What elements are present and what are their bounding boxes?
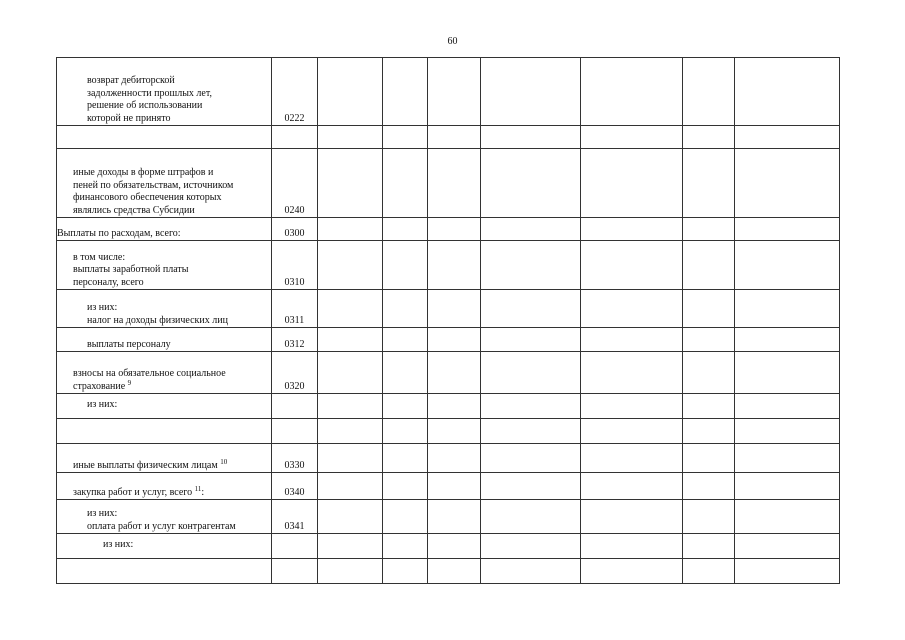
value-cell <box>683 241 735 290</box>
value-cell <box>318 328 383 352</box>
row-code: 0300 <box>272 218 318 241</box>
value-cell <box>581 473 683 500</box>
value-cell <box>683 58 735 126</box>
value-cell <box>481 394 581 419</box>
row-code <box>272 534 318 559</box>
value-cell <box>383 444 428 473</box>
row-label-line <box>73 457 271 473</box>
value-cell <box>581 328 683 352</box>
row-code <box>272 394 318 419</box>
value-cell <box>428 241 481 290</box>
row-label-line: из них: <box>103 539 134 550</box>
row-code: 0222 <box>272 58 318 126</box>
value-cell <box>383 290 428 328</box>
value-cell <box>383 126 428 149</box>
row-label-line: из них: <box>87 399 118 410</box>
value-cell <box>581 126 683 149</box>
row-code: 0240 <box>272 149 318 218</box>
value-cell <box>581 534 683 559</box>
row-label <box>57 394 272 419</box>
table-row <box>57 352 840 394</box>
row-label-suffix: : <box>201 486 205 498</box>
value-cell <box>318 149 383 218</box>
value-cell <box>683 419 735 444</box>
row-code: 0341 <box>272 500 318 534</box>
footnote-ref: 10 <box>220 457 228 466</box>
value-cell <box>683 290 735 328</box>
value-cell <box>735 352 840 394</box>
value-cell <box>481 419 581 444</box>
value-cell <box>481 290 581 328</box>
value-cell <box>318 394 383 419</box>
value-cell <box>383 473 428 500</box>
value-cell <box>683 559 735 584</box>
row-code: 0310 <box>272 241 318 290</box>
row-label-line: из них: <box>87 508 118 519</box>
value-cell <box>735 218 840 241</box>
value-cell <box>428 534 481 559</box>
row-label <box>57 290 272 328</box>
row-label-text: иные выплаты физическим лицам <box>73 459 218 471</box>
row-label-line: выплаты заработной платы <box>73 264 189 275</box>
row-code: 0320 <box>272 352 318 394</box>
value-cell <box>735 394 840 419</box>
value-cell <box>735 126 840 149</box>
table-row <box>57 394 840 419</box>
value-cell <box>481 473 581 500</box>
table-row <box>57 149 840 218</box>
row-label-line: пеней по обязательствам, источником <box>73 179 234 191</box>
value-cell <box>383 534 428 559</box>
value-cell <box>481 352 581 394</box>
row-code: 0330 <box>272 444 318 473</box>
value-cell <box>318 500 383 534</box>
table-row <box>57 444 840 473</box>
report-table <box>56 57 840 584</box>
value-cell <box>481 58 581 126</box>
value-cell <box>581 352 683 394</box>
value-cell <box>481 149 581 218</box>
value-cell <box>481 500 581 534</box>
value-cell <box>481 126 581 149</box>
row-label-line <box>73 484 271 500</box>
value-cell <box>383 241 428 290</box>
row-label-line: выплаты персоналу <box>87 338 171 350</box>
value-cell <box>318 126 383 149</box>
row-code <box>272 126 318 149</box>
row-label-line: которой не принято <box>87 112 171 124</box>
value-cell <box>428 394 481 419</box>
row-label <box>57 500 272 534</box>
row-label-line: взносы на обязательное социальное <box>73 368 226 379</box>
value-cell <box>735 444 840 473</box>
row-code: 0311 <box>272 290 318 328</box>
value-cell <box>383 419 428 444</box>
value-cell <box>683 534 735 559</box>
row-code <box>272 419 318 444</box>
footnote-ref: 11 <box>194 484 202 493</box>
value-cell <box>318 352 383 394</box>
row-label <box>57 218 272 241</box>
value-cell <box>383 394 428 419</box>
row-label <box>57 328 272 352</box>
row-label-line: Выплаты по расходам, всего: <box>57 227 181 239</box>
value-cell <box>318 559 383 584</box>
value-cell <box>581 394 683 419</box>
table-row <box>57 218 840 241</box>
value-cell <box>683 444 735 473</box>
row-label-line: иные доходы в форме штрафов и <box>73 167 214 178</box>
row-label-line: из них: <box>87 302 118 313</box>
value-cell <box>428 444 481 473</box>
row-label <box>57 58 272 126</box>
row-label-line: возврат дебиторской <box>87 75 175 86</box>
value-cell <box>683 500 735 534</box>
value-cell <box>481 559 581 584</box>
value-cell <box>428 149 481 218</box>
value-cell <box>735 290 840 328</box>
value-cell <box>581 149 683 218</box>
row-label-text: страхование <box>73 380 126 392</box>
row-label-text: закупка работ и услуг, всего <box>73 486 193 498</box>
row-label-line <box>73 378 271 394</box>
row-label <box>57 352 272 394</box>
value-cell <box>581 58 683 126</box>
value-cell <box>428 419 481 444</box>
value-cell <box>683 149 735 218</box>
table-row <box>57 419 840 444</box>
value-cell <box>383 500 428 534</box>
value-cell <box>428 58 481 126</box>
table-row <box>57 241 840 290</box>
value-cell <box>683 352 735 394</box>
row-label-line: в том числе: <box>73 251 126 263</box>
value-cell <box>318 473 383 500</box>
value-cell <box>383 352 428 394</box>
value-cell <box>428 218 481 241</box>
value-cell <box>318 444 383 473</box>
table-row <box>57 290 840 328</box>
value-cell <box>683 218 735 241</box>
value-cell <box>481 218 581 241</box>
value-cell <box>428 290 481 328</box>
value-cell <box>428 328 481 352</box>
value-cell <box>581 500 683 534</box>
value-cell <box>318 534 383 559</box>
value-cell <box>428 473 481 500</box>
value-cell <box>383 328 428 352</box>
value-cell <box>318 419 383 444</box>
table-row <box>57 126 840 149</box>
value-cell <box>428 126 481 149</box>
value-cell <box>318 241 383 290</box>
value-cell <box>735 241 840 290</box>
table-row <box>57 559 840 584</box>
row-label-line: являлись средства Субсидии <box>73 204 195 216</box>
value-cell <box>428 500 481 534</box>
row-label-line: налог на доходы физических лиц <box>87 314 228 326</box>
value-cell <box>383 218 428 241</box>
table-row <box>57 500 840 534</box>
row-label <box>57 241 272 290</box>
value-cell <box>683 126 735 149</box>
row-code: 0312 <box>272 328 318 352</box>
row-label-line: оплата работ и услуг контрагентам <box>87 520 236 532</box>
value-cell <box>581 218 683 241</box>
value-cell <box>581 419 683 444</box>
value-cell <box>428 352 481 394</box>
row-label-line: персоналу, всего <box>73 276 144 288</box>
row-label <box>57 149 272 218</box>
value-cell <box>735 500 840 534</box>
row-code: 0340 <box>272 473 318 500</box>
value-cell <box>318 58 383 126</box>
row-label <box>57 126 272 149</box>
value-cell <box>481 328 581 352</box>
table-row <box>57 534 840 559</box>
value-cell <box>735 534 840 559</box>
value-cell <box>428 559 481 584</box>
value-cell <box>581 444 683 473</box>
value-cell <box>481 534 581 559</box>
value-cell <box>735 149 840 218</box>
row-label <box>57 419 272 444</box>
value-cell <box>383 58 428 126</box>
value-cell <box>481 444 581 473</box>
value-cell <box>683 394 735 419</box>
table-row <box>57 58 840 126</box>
value-cell <box>581 241 683 290</box>
row-label-line: задолженности прошлых лет, <box>87 87 212 99</box>
row-label-line: финансового обеспечения которых <box>73 192 222 203</box>
value-cell <box>481 241 581 290</box>
value-cell <box>318 290 383 328</box>
table-row <box>57 328 840 352</box>
value-cell <box>735 559 840 584</box>
value-cell <box>318 218 383 241</box>
row-label <box>57 534 272 559</box>
value-cell <box>683 473 735 500</box>
row-label <box>57 444 272 473</box>
value-cell <box>581 559 683 584</box>
footnote-ref: 9 <box>127 378 132 387</box>
value-cell <box>735 58 840 126</box>
table-row <box>57 473 840 500</box>
row-code <box>272 559 318 584</box>
value-cell <box>383 149 428 218</box>
row-label <box>57 559 272 584</box>
value-cell <box>735 473 840 500</box>
row-label <box>57 473 272 500</box>
value-cell <box>581 290 683 328</box>
value-cell <box>683 328 735 352</box>
value-cell <box>735 419 840 444</box>
row-label-line: решение об использовании <box>87 100 203 111</box>
page-number: 60 <box>447 36 458 47</box>
value-cell <box>735 328 840 352</box>
value-cell <box>383 559 428 584</box>
